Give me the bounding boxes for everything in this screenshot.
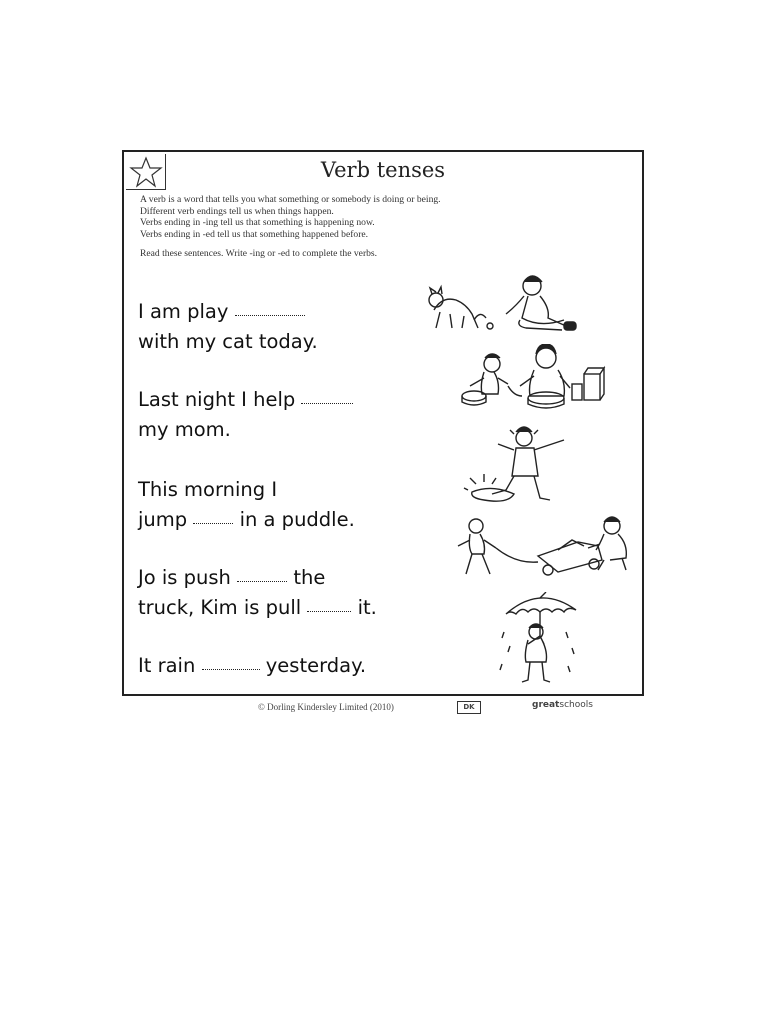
dk-logo: DK [457,701,481,714]
intro-line: Different verb endings tell us when things happen. [140,205,334,217]
instruction: Read these sentences. Write -ing or -ed to complete the verbs. [140,248,378,259]
answer-blank[interactable] [202,665,260,670]
sentence-4-line-1 [138,563,325,593]
sentence-text: yesterday. [265,654,367,677]
sentence-text: It rain [138,654,196,677]
sentence-text: I am play [138,300,229,323]
answer-blank[interactable] [237,577,287,582]
sentence-3-line-1: This morning I [138,478,278,501]
child-in-rain-with-umbrella-picture [496,592,582,688]
sentence-3-line-2 [138,505,355,535]
girl-jumping-in-puddle-picture [462,424,582,508]
sentence-1-line-1 [138,297,305,327]
answer-blank[interactable] [307,607,351,612]
sentence-5-line-1 [138,651,366,681]
intro-line: Verbs ending in -ing tell us that something is happening now. [140,217,375,228]
sentence-1-line-2: with my cat today. [138,330,318,353]
worksheet-title: Verb tenses [320,158,446,182]
children-with-toy-truck-picture [454,516,634,578]
sentence-text: it. [357,596,377,619]
logo-part: schools [559,700,593,710]
sentence-text: in a puddle. [239,508,355,531]
answer-blank[interactable] [301,399,353,404]
sentence-text: the [293,566,326,589]
girl-playing-with-cat-picture [424,270,584,338]
worksheet [122,150,644,696]
intro-text [140,194,638,260]
sentence-text: truck, Kim is pull [138,596,302,619]
sentence-text: jump [138,508,188,531]
sentence-text: Last night I help [138,388,296,411]
intro-line: A verb is a word that tells you what something or somebody is doing or being. [140,194,441,205]
children-cooking-picture [450,344,610,410]
copyright-text: © Dorling Kindersley Limited (2010) [258,702,394,712]
footer [122,700,644,716]
sentence-2-line-1 [138,385,353,415]
sentence-2-line-2: my mom. [138,418,231,441]
answer-blank[interactable] [235,311,305,316]
logo-part: great [532,700,560,710]
sentence-4-line-2 [138,593,377,623]
greatschools-logo [532,700,593,710]
sentence-text: Jo is push [138,566,231,589]
answer-blank[interactable] [193,519,233,524]
intro-line: Verbs ending in -ed tell us that something happened before. [140,228,369,240]
